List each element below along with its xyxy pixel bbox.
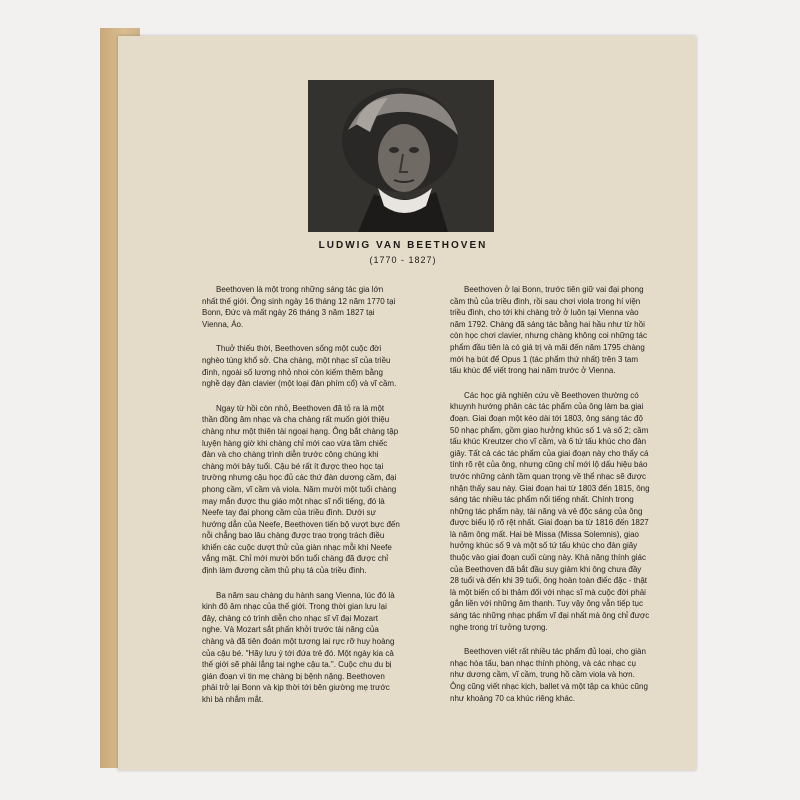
- paragraph: Beethoven viết rất nhiều tác phẩm đủ loại, cho giàn nhạc hòa tấu, ban nhạc thính phòng, và các nhạc cụ như dương cầm, vĩ cầm, trung hồ cầm viola và hơn. Ông cũng viết nhạc kịch, ballet và một tập ca khúc cũng như khoảng 70 ca khúc riêng khác.: [450, 647, 648, 703]
- paragraph: Ngay từ hồi còn nhỏ, Beethoven đã tỏ ra là một thần đồng âm nhạc và cha chàng rất muốn giới thiệu chàng như một thiên tài ngoại hạng. Ông bắt chàng tập luyện hàng giờ khi chàng chỉ mới cao vừa tầm chiếc đàn và cho chàng trình diễn trước công chúng khi chàng mới bảy tuổi. Cậu bé rất ít được theo học tại trường nhưng cậu học đủ các thứ đàn dương cầm, đại phong cầm, vĩ cầm và viola. Năm mười một tuổi chàng may mắn được thu giáo một nhạc sĩ nổi tiếng, đó là Neefe tay đại phong cầm của triều đình. Dưới sự hướng dẫn của Neefe, Beethoven tiến bộ vượt bực đến nỗi chẳng bao lâu chàng được trao trọng trách điều khiển các cuộc dượt thử của giàn nhạc mỗi khi Neefe vắng mặt. Chỉ mới mười bốn tuổi chàng đã được chỉ định làm đương cầm thủ phụ tá của triều đình.: [202, 403, 400, 576]
- left-column: [202, 284, 400, 764]
- paragraph: Beethoven là một trong những sáng tác gia lớn nhất thế giới. Ông sinh ngày 16 tháng 12 năm 1770 tại Bonn, Đức và mất ngày 26 tháng 3 năm 1827 tại Vienna, Áo.: [202, 285, 396, 329]
- paragraph: Ba năm sau chàng du hành sang Vienna, lúc đó là kinh đô âm nhạc của thế giới. Trong thời gian lưu lại đây, chàng có trình diễn cho nhạc sĩ vĩ đại Mozart nghe. Và Mozart sắt phấn khởi trước tài năng của chàng và đã tiên đoán một tương lai rực rỡ huy hoàng của cậu bé. "Hãy lưu ý tới đứa trẻ đó. Một ngày kia cả thế giới sẽ phải lắng tai nghe cậu ta.". Cuộc chu du bị gián đoạn vì tin mẹ chàng bị bệnh nặng. Beethoven phải trở lại Bonn và kịp thời tới bên giường mẹ trước khi bà nhắm mắt.: [202, 590, 395, 704]
- right-column: [450, 284, 650, 764]
- paragraph: Các học giả nghiên cứu về Beethoven thường có khuynh hướng phân các tác phẩm của ông làm ba giai đoạn. Giai đoạn một kéo dài tới 1803, ông sáng tác độ 50 nhạc phẩm, gồm giao hưởng khúc số 1 và số 2; cầm tấu khúc Kreutzer cho vĩ cầm, và 6 tứ tấu khúc cho đàn giây. Tất cả các tác phẩm của giai đoạn này cho thấy cá tính rõ rệt của ông, nhưng cũng chỉ mới lộ dấu hiệu báo trước những cảnh tầm quan trọng về thể nhạc sẽ được nhận thấy sau này. Giai đoạn hai từ 1803 đến 1815, ông sáng tác nhiều tác phẩm nổi tiếng nhất. Chính trong những tác phẩm này, tài năng và vẻ độc sáng của ông được biểu lộ rõ rệt nhất. Giai đoạn ba từ 1816 đến 1827 là năm ông mất. Hai bè Missa (Missa Solemnis), giao hưởng khúc số 9 và một số tứ tấu khúc cho đàn giây thuộc vào giai đoạn cuối cùng này. Khả năng thính giác của Beethoven đã bắt đầu suy giảm khi ông chưa đầy 28 tuổi và đến khi 39 tuổi, ông hoàn toàn điếc đặc - thật là một biến cố bi thảm đối với nhạc sĩ mà cuộc đời phải gắn liền với những âm thanh. Tuy vậy ông vẫn tiếp tục sáng tác những nhạc phẩm vĩ đại nhất mà ông chỉ được nghe trong trí tưởng tượng.: [450, 390, 650, 632]
- book-page: [118, 36, 696, 770]
- paragraph: Beethoven ở lại Bonn, trước tiên giữ vai đại phong cầm thủ của triều đình, rồi sau chơi viola trong hí viện triều đình, cho tới khi chàng trở ở luôn tại Vienna vào năm 1792. Chàng đã sáng tác bằng hai hầu như từ hồi còn học chơi clavier, nhưng chàng không coi những tác phẩm đầu tiên là có giá trị và mãi đến năm 1795 chàng mới hạ bút để Opus 1 (tác phẩm thứ nhất) trên 3 tam tấu khúc để viết trong hai năm trước ở Vienna.: [450, 285, 647, 376]
- portrait-photo-icon: [308, 80, 494, 232]
- paragraph: Thuở thiếu thời, Beethoven sống một cuộc đời nghèo túng khổ sở. Cha chàng, một nhạc sĩ của triều đình, ngoài số lương nhỏ nhoi còn kiếm thêm bằng nghề dạy đàn clavier (một loại đàn phím cổ) và vĩ cầm.: [202, 344, 397, 389]
- life-years: (1770 - 1827): [369, 255, 437, 265]
- page-title: LUDWIG VAN BEETHOVEN: [318, 240, 488, 251]
